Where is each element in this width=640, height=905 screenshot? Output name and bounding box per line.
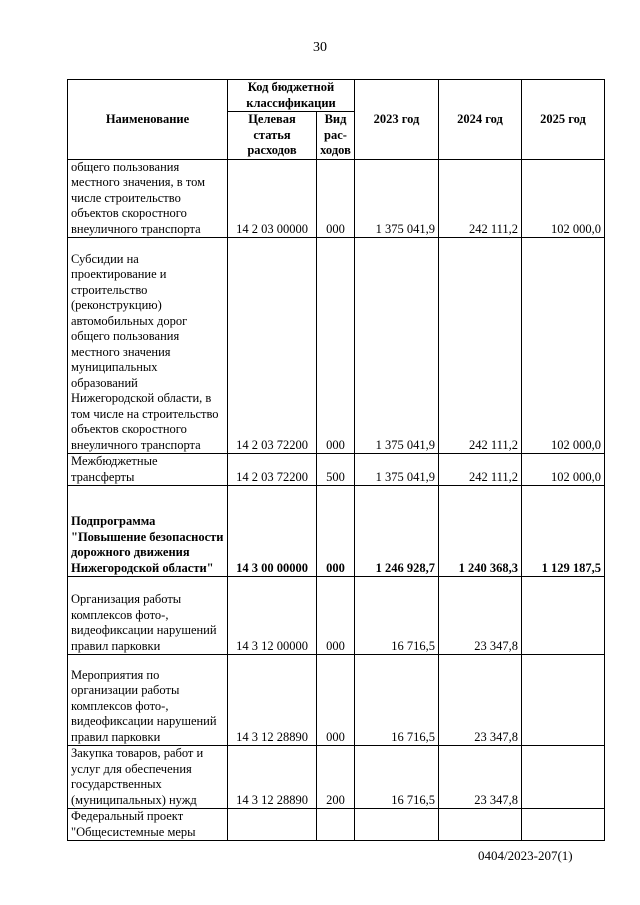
row-type: 500	[317, 454, 355, 486]
row-2025	[522, 809, 605, 841]
row-2025: 1 129 187,5	[522, 486, 605, 577]
row-2023: 16 716,5	[355, 655, 439, 746]
row-2023: 1 375 041,9	[355, 159, 439, 238]
row-2025: 102 000,0	[522, 454, 605, 486]
table-row	[68, 454, 605, 486]
table-row	[68, 159, 605, 238]
row-name: общего пользования местного значения, в том числе строительство объектов скоростного внеуличного транспорта	[68, 159, 228, 238]
row-2025	[522, 577, 605, 655]
row-type	[317, 809, 355, 841]
header-2023: 2023 год	[355, 80, 439, 160]
row-2024: 242 111,2	[439, 238, 522, 454]
row-2025	[522, 655, 605, 746]
header-type: Вид рас-ходов	[317, 112, 355, 160]
document-code: 0404/2023-207(1)	[478, 848, 573, 863]
row-name: Федеральный проект "Общесистемные меры	[68, 809, 228, 841]
table-row	[68, 809, 605, 841]
row-type: 000	[317, 486, 355, 577]
row-2023: 16 716,5	[355, 746, 439, 809]
header-2024: 2024 год	[439, 80, 522, 160]
row-type: 000	[317, 159, 355, 238]
row-name: Межбюджетные трансферты	[68, 454, 228, 486]
row-2024	[439, 809, 522, 841]
row-target: 14 2 03 00000	[228, 159, 317, 238]
table-row	[68, 577, 605, 655]
row-type: 000	[317, 655, 355, 746]
row-target: 14 2 03 72200	[228, 454, 317, 486]
header-budget-code: Код бюджетной классификации	[228, 80, 355, 112]
page-number: 30	[313, 40, 327, 55]
header-name: Наименование	[68, 80, 228, 160]
row-target: 14 3 12 28890	[228, 746, 317, 809]
header-2025: 2025 год	[522, 80, 605, 160]
row-2023: 1 375 041,9	[355, 238, 439, 454]
row-2024: 1 240 368,3	[439, 486, 522, 577]
row-2023: 1 375 041,9	[355, 454, 439, 486]
header-target: Целевая статья расходов	[228, 112, 317, 160]
row-2024: 242 111,2	[439, 159, 522, 238]
row-2024: 23 347,8	[439, 577, 522, 655]
row-2023: 1 246 928,7	[355, 486, 439, 577]
row-2024: 242 111,2	[439, 454, 522, 486]
table-row	[68, 655, 605, 746]
row-2025: 102 000,0	[522, 159, 605, 238]
row-name: Закупка товаров, работ и услуг для обеспечения государственных (муниципальных) нужд	[68, 746, 228, 809]
table-row	[68, 238, 605, 454]
row-target	[228, 809, 317, 841]
row-target: 14 3 00 00000	[228, 486, 317, 577]
row-2023: 16 716,5	[355, 577, 439, 655]
row-2024: 23 347,8	[439, 746, 522, 809]
row-name: Субсидии на проектирование и строительство (реконструкцию) автомобильных дорог общего пользования местного значения муниципальных образований Нижегородской области, в том числе на строительство объектов скоростного внеуличного транспорта	[68, 238, 228, 454]
row-target: 14 3 12 28890	[228, 655, 317, 746]
row-name: Мероприятия по организации работы комплексов фото-, видеофиксации нарушений правил парковки	[68, 655, 228, 746]
row-type: 200	[317, 746, 355, 809]
row-target: 14 3 12 00000	[228, 577, 317, 655]
row-2023	[355, 809, 439, 841]
row-target: 14 2 03 72200	[228, 238, 317, 454]
row-type: 000	[317, 577, 355, 655]
budget-table	[67, 79, 605, 841]
row-type: 000	[317, 238, 355, 454]
table-row	[68, 486, 605, 577]
row-name: Организация работы комплексов фото-, видеофиксации нарушений правил парковки	[68, 577, 228, 655]
row-2025	[522, 746, 605, 809]
table-row	[68, 746, 605, 809]
row-2025: 102 000,0	[522, 238, 605, 454]
row-2024: 23 347,8	[439, 655, 522, 746]
row-name: Подпрограмма "Повышение безопасности дорожного движения Нижегородской области"	[68, 486, 228, 577]
